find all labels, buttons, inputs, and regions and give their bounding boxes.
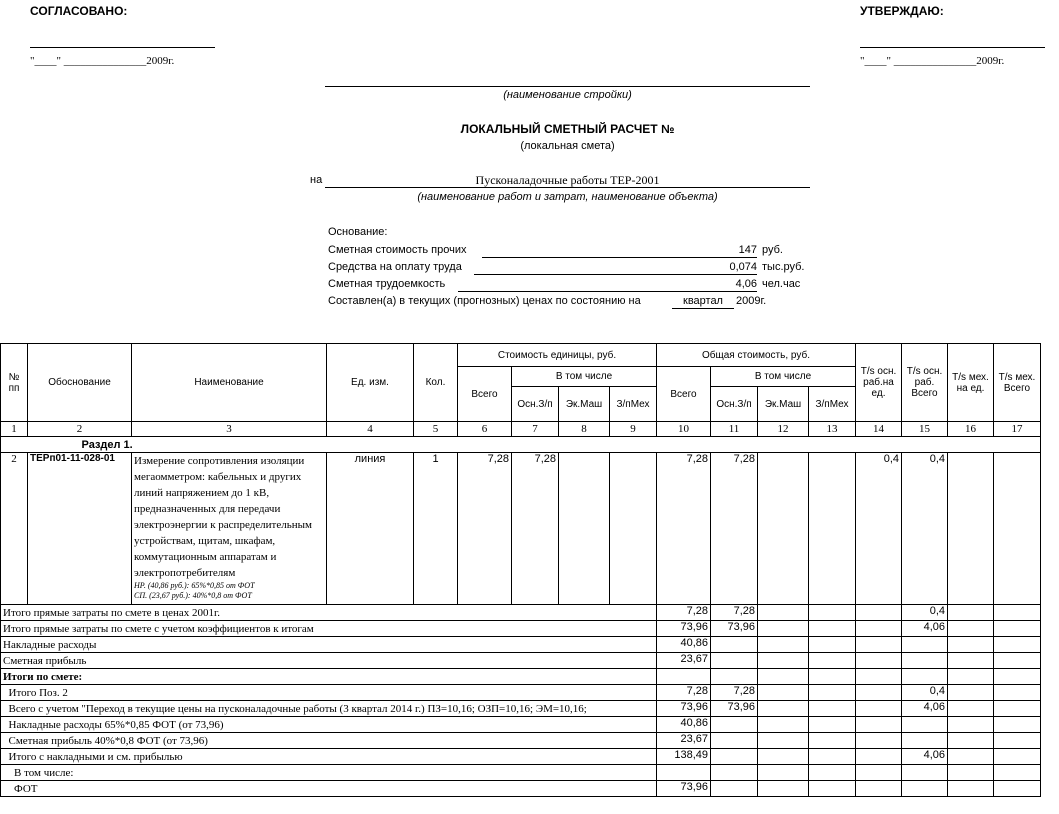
summary-empty-cell <box>809 781 856 797</box>
header-basis: Обоснование <box>28 344 132 422</box>
column-number: 7 <box>512 422 559 437</box>
summary-empty-cell <box>856 717 902 733</box>
summary-empty-cell <box>809 765 856 781</box>
summary-empty-cell <box>758 605 809 621</box>
column-number: 3 <box>132 422 327 437</box>
summary-row <box>1 701 1041 717</box>
summary-empty-cell <box>758 781 809 797</box>
section-row <box>1 437 1041 453</box>
summary-empty-cell <box>758 717 809 733</box>
summary-empty-cell <box>809 749 856 765</box>
summary-empty-cell <box>758 765 809 781</box>
item-unit: линия <box>327 453 414 605</box>
summary-empty-cell <box>809 669 856 685</box>
construction-name-line <box>325 86 810 87</box>
summary-c11 <box>711 653 758 669</box>
header-unit-osn-zp: Осн.З/п <box>512 387 559 422</box>
column-number: 9 <box>610 422 657 437</box>
column-number: 6 <box>458 422 512 437</box>
column-numbers-row <box>1 422 1041 437</box>
summary-c15: 4,06 <box>902 749 948 765</box>
summary-empty-cell <box>809 733 856 749</box>
header-ts-osn-unit: Т/s осн. раб.на ед. <box>856 344 902 422</box>
summary-c10: 73,96 <box>657 701 711 717</box>
other-cost-label: Сметная стоимость прочих <box>328 244 467 256</box>
work-name-hint: (наименование работ и затрат, наименование объекта) <box>417 191 718 203</box>
summary-empty-cell <box>994 749 1041 765</box>
summary-c11: 73,96 <box>711 621 758 637</box>
summary-c15 <box>902 765 948 781</box>
summary-empty-cell <box>856 605 902 621</box>
summary-c11 <box>711 733 758 749</box>
summary-c10: 40,86 <box>657 637 711 653</box>
item-c6: 7,28 <box>458 453 512 605</box>
summary-row <box>1 621 1041 637</box>
header-sum-osn-zp: Осн.З/п <box>711 387 758 422</box>
header-ts-osn-total: Т/s осн. раб. Всего <box>902 344 948 422</box>
header-ts-mekh-unit: Т/s мех. на ед. <box>948 344 994 422</box>
header-unit-ek-mash: Эк.Маш <box>559 387 610 422</box>
header-unit: Ед. изм. <box>327 344 414 422</box>
summary-empty-cell <box>994 717 1041 733</box>
summary-empty-cell <box>994 701 1041 717</box>
summary-label: Итого с накладными и см. прибылью <box>1 749 657 765</box>
summary-row <box>1 605 1041 621</box>
summary-label: Итоги по смете: <box>1 669 657 685</box>
item-c14: 0,4 <box>856 453 902 605</box>
summary-empty-cell <box>809 717 856 733</box>
summary-c10: 73,96 <box>657 781 711 797</box>
approved-left-signature-line <box>30 47 215 48</box>
summary-c15 <box>902 669 948 685</box>
wage-unit: тыс.руб. <box>762 261 805 273</box>
item-note-overhead: НР. (40,86 руб.): 65%*0,85 от ФОТ <box>134 581 255 590</box>
summary-empty-cell <box>856 637 902 653</box>
section-title: Раздел 1. <box>28 437 1041 453</box>
labor-value: 4,06 <box>735 278 757 290</box>
summary-c10: 40,86 <box>657 717 711 733</box>
estimate-subtitle: (локальная смета) <box>520 140 615 152</box>
summary-c10: 73,96 <box>657 621 711 637</box>
other-cost-line <box>482 257 757 258</box>
header-name: Наименование <box>132 344 327 422</box>
summary-empty-cell <box>758 653 809 669</box>
summary-c11 <box>711 637 758 653</box>
summary-empty-cell <box>856 765 902 781</box>
summary-empty-cell <box>856 653 902 669</box>
summary-label: Сметная прибыль 40%*0,8 ФОТ (от 73,96) <box>1 733 657 749</box>
column-number: 13 <box>809 422 856 437</box>
summary-c15 <box>902 637 948 653</box>
summary-empty-cell <box>994 605 1041 621</box>
header-sum-zp-mekh: З/пМех <box>809 387 856 422</box>
summary-c15: 0,4 <box>902 685 948 701</box>
header-sum-ek-mash: Эк.Маш <box>758 387 809 422</box>
summary-row <box>1 653 1041 669</box>
summary-empty-cell <box>994 685 1041 701</box>
summary-label: Накладные расходы 65%*0,85 ФОТ (от 73,96) <box>1 717 657 733</box>
summary-empty-cell <box>856 701 902 717</box>
summary-c15: 4,06 <box>902 701 948 717</box>
column-number: 8 <box>559 422 610 437</box>
summary-empty-cell <box>948 733 994 749</box>
labor-line <box>458 291 757 292</box>
work-name-line <box>325 187 810 188</box>
summary-empty-cell <box>948 749 994 765</box>
summary-c10: 138,49 <box>657 749 711 765</box>
summary-label: Всего с учетом "Переход в текущие цены на пусконаладочные работы (3 квартал 2014 г.) ПЗ=10,16; ОЗП=10,16; ЭМ=10,16; <box>1 701 657 717</box>
summary-empty-cell <box>758 621 809 637</box>
summary-c11: 7,28 <box>711 605 758 621</box>
summary-row <box>1 733 1041 749</box>
summary-label: ФОТ <box>1 781 657 797</box>
item-c15: 0,4 <box>902 453 948 605</box>
summary-row <box>1 749 1041 765</box>
estimate-table <box>0 343 1041 797</box>
summary-label: В том числе: <box>1 765 657 781</box>
summary-c15: 4,06 <box>902 621 948 637</box>
summary-empty-cell <box>948 717 994 733</box>
summary-empty-cell <box>948 669 994 685</box>
item-c11: 7,28 <box>711 453 758 605</box>
summary-row <box>1 765 1041 781</box>
summary-empty-cell <box>994 653 1041 669</box>
summary-c11 <box>711 669 758 685</box>
summary-empty-cell <box>948 701 994 717</box>
summary-row <box>1 781 1041 797</box>
item-c10: 7,28 <box>657 453 711 605</box>
summary-c11 <box>711 781 758 797</box>
item-note-profit: СП. (23,67 руб.): 40%*0,8 от ФОТ <box>134 591 252 600</box>
prices-label: Составлен(а) в текущих (прогнозных) ценах по состоянию на <box>328 295 641 307</box>
item-description-cell <box>132 453 327 605</box>
summary-c15 <box>902 653 948 669</box>
column-number: 12 <box>758 422 809 437</box>
column-number: 5 <box>414 422 458 437</box>
wage-line <box>474 274 757 275</box>
header-sum-including: В том числе <box>711 367 856 387</box>
column-number: 4 <box>327 422 414 437</box>
summary-empty-cell <box>994 637 1041 653</box>
summary-empty-cell <box>948 637 994 653</box>
item-c7: 7,28 <box>512 453 559 605</box>
prices-quarter: квартал <box>672 295 734 309</box>
summary-c11: 7,28 <box>711 685 758 701</box>
summary-empty-cell <box>948 605 994 621</box>
other-cost-unit: руб. <box>762 244 783 256</box>
summary-empty-cell <box>856 781 902 797</box>
summary-empty-cell <box>994 621 1041 637</box>
summary-empty-cell <box>758 733 809 749</box>
summary-empty-cell <box>758 701 809 717</box>
summary-empty-cell <box>856 669 902 685</box>
column-number: 1 <box>1 422 28 437</box>
column-number: 11 <box>711 422 758 437</box>
summary-empty-cell <box>948 685 994 701</box>
summary-label: Итого прямые затраты по смете в ценах 2001г. <box>1 605 657 621</box>
summary-empty-cell <box>856 733 902 749</box>
summary-row <box>1 669 1041 685</box>
summary-c11 <box>711 765 758 781</box>
header-total-cost: Общая стоимость, руб. <box>657 344 856 367</box>
work-on-label: на <box>310 174 323 186</box>
summary-label: Итого Поз. 2 <box>1 685 657 701</box>
summary-c15: 0,4 <box>902 605 948 621</box>
basis-label: Основание: <box>328 226 388 238</box>
summary-empty-cell <box>758 749 809 765</box>
header-ts-mekh-total: Т/s мех. Всего <box>994 344 1041 422</box>
column-number: 10 <box>657 422 711 437</box>
summary-c10: 7,28 <box>657 605 711 621</box>
header-unit-total: Всего <box>458 367 512 422</box>
summary-c10: 23,67 <box>657 733 711 749</box>
summary-empty-cell <box>809 605 856 621</box>
summary-c11: 73,96 <box>711 701 758 717</box>
summary-c11 <box>711 717 758 733</box>
item-qty: 1 <box>414 453 458 605</box>
summary-label: Итого прямые затраты по смете с учетом коэффициентов к итогам <box>1 621 657 637</box>
column-number: 17 <box>994 422 1041 437</box>
summary-label: Накладные расходы <box>1 637 657 653</box>
item-row <box>1 453 1041 605</box>
summary-empty-cell <box>758 637 809 653</box>
summary-empty-cell <box>856 685 902 701</box>
wage-value: 0,074 <box>729 261 757 273</box>
summary-empty-cell <box>809 653 856 669</box>
summary-c15 <box>902 717 948 733</box>
item-name: Измерение сопротивления изоляции мегаомметром: кабельных и других линий напряжением до 1 кВ, предназначенных для передачи электроэнергии к распределительным устройствам, щитам, шкафам, коммутационным аппаратам и электропотребителям <box>134 455 312 579</box>
summary-label: Сметная прибыль <box>1 653 657 669</box>
column-number: 2 <box>28 422 132 437</box>
summary-empty-cell <box>758 669 809 685</box>
summary-c10: 23,67 <box>657 653 711 669</box>
table-header-row <box>1 344 1041 367</box>
summary-empty-cell <box>809 637 856 653</box>
estimate-title: ЛОКАЛЬНЫЙ СМЕТНЫЙ РАСЧЕТ № <box>460 122 675 136</box>
summary-empty-cell <box>809 621 856 637</box>
labor-unit: чел.час <box>762 278 801 290</box>
summary-empty-cell <box>948 781 994 797</box>
summary-empty-cell <box>809 701 856 717</box>
column-number: 15 <box>902 422 948 437</box>
summary-empty-cell <box>948 765 994 781</box>
approved-left-date: "____" _______________2009г. <box>30 55 175 67</box>
column-number: 16 <box>948 422 994 437</box>
summary-empty-cell <box>994 733 1041 749</box>
header-unit-zp-mekh: З/пМех <box>610 387 657 422</box>
construction-name-hint: (наименование стройки) <box>503 89 632 101</box>
summary-c15 <box>902 733 948 749</box>
summary-empty-cell <box>856 749 902 765</box>
prices-year: 2009г. <box>736 295 767 307</box>
summary-empty-cell <box>994 669 1041 685</box>
header-unit-cost: Стоимость единицы, руб. <box>458 344 657 367</box>
summary-empty-cell <box>758 685 809 701</box>
labor-label: Сметная трудоемкость <box>328 278 446 290</box>
item-code: ТЕРп01-11-028-01 <box>28 453 132 605</box>
header-qty: Кол. <box>414 344 458 422</box>
column-number: 14 <box>856 422 902 437</box>
summary-empty-cell <box>856 621 902 637</box>
summary-row <box>1 637 1041 653</box>
approved-left-title: СОГЛАСОВАНО: <box>30 4 128 18</box>
approved-right-date: "____" _______________2009г. <box>860 55 1005 67</box>
summary-row <box>1 685 1041 701</box>
summary-empty-cell <box>948 653 994 669</box>
header-sum-total: Всего <box>657 367 711 422</box>
work-name: Пусконаладочные работы ТЕР-2001 <box>475 173 660 187</box>
summary-row <box>1 717 1041 733</box>
summary-c11 <box>711 749 758 765</box>
summary-empty-cell <box>809 685 856 701</box>
header-unit-including: В том числе <box>512 367 657 387</box>
summary-c10: 7,28 <box>657 685 711 701</box>
summary-c15 <box>902 781 948 797</box>
summary-c10 <box>657 765 711 781</box>
header-no: № пп <box>1 344 28 422</box>
other-cost-value: 147 <box>738 244 757 256</box>
approved-right-signature-line <box>860 47 1045 48</box>
item-no: 2 <box>1 453 28 605</box>
summary-empty-cell <box>994 781 1041 797</box>
approved-right-title: УТВЕРЖДАЮ: <box>860 4 944 18</box>
wage-label: Средства на оплату труда <box>328 261 462 273</box>
summary-empty-cell <box>994 765 1041 781</box>
summary-c10 <box>657 669 711 685</box>
summary-empty-cell <box>948 621 994 637</box>
